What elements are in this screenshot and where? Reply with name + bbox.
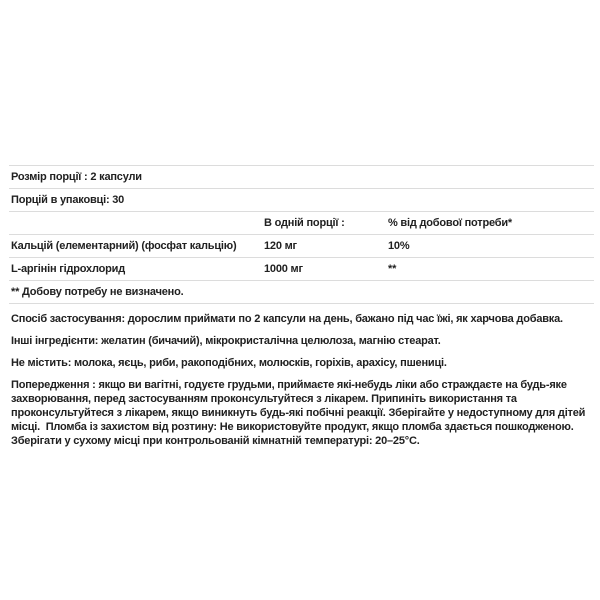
servings-per-container-text: Порцій в упаковці: 30 [9,189,594,212]
ingredient-daily-value: 10% [386,235,594,258]
table-row [9,258,594,281]
serving-size-text: Розмір порції : 2 капсули [9,166,594,189]
supplement-facts-panel [9,165,594,456]
servings-per-container-row [9,189,594,212]
header-empty-cell [9,212,262,235]
ingredient-daily-value: ** [386,258,594,281]
header-daily-value: % від добової потреби* [386,212,594,235]
ingredient-name: L-аргінін гідрохлорид [9,258,262,281]
warnings-paragraph: Попередження : якщо ви вагітні, годуєте грудьми, приймаєте які-небудь ліки або страждаєте на будь-яке захворювання, перед застосуванням проконсультуйтеся з лікарем. Припиніть використання та проконсультуйтеся з лікарем, якщо виникнуть будь-які побічні реакції. Зберігайте у недоступному для дітей місці. Пломба із захистом від розтину: Не використовуйте продукт, якщо пломба здається пошкодженою. Зберігати у сухому місці при контрольованій кімнатній температурі: 20–25°C. [11,379,589,447]
ingredient-name: Кальцій (елементарний) (фосфат кальцію) [9,235,262,258]
table-header-row [9,212,594,235]
does-not-contain-paragraph: Не містить: молока, яєць, риби, ракоподібних, молюсків, горіхів, арахісу, пшениці. [11,357,447,369]
ingredient-amount: 120 мг [262,235,386,258]
supplement-facts-table [9,165,594,304]
ingredient-amount: 1000 мг [262,258,386,281]
footnote-text: ** Добову потребу не визначено. [9,281,594,304]
header-per-serving: В одній порції : [262,212,386,235]
footnote-row [9,281,594,304]
details-section [9,312,594,448]
directions-paragraph: Спосіб застосування: дорослим приймати по 2 капсули на день, бажано під час їжі, як харчова добавка. [11,313,563,325]
serving-size-row [9,166,594,189]
table-row [9,235,594,258]
other-ingredients-paragraph: Інші інгредієнти: желатин (бичачий), мікрокристалічна целюлоза, магнію стеарат. [11,335,441,347]
